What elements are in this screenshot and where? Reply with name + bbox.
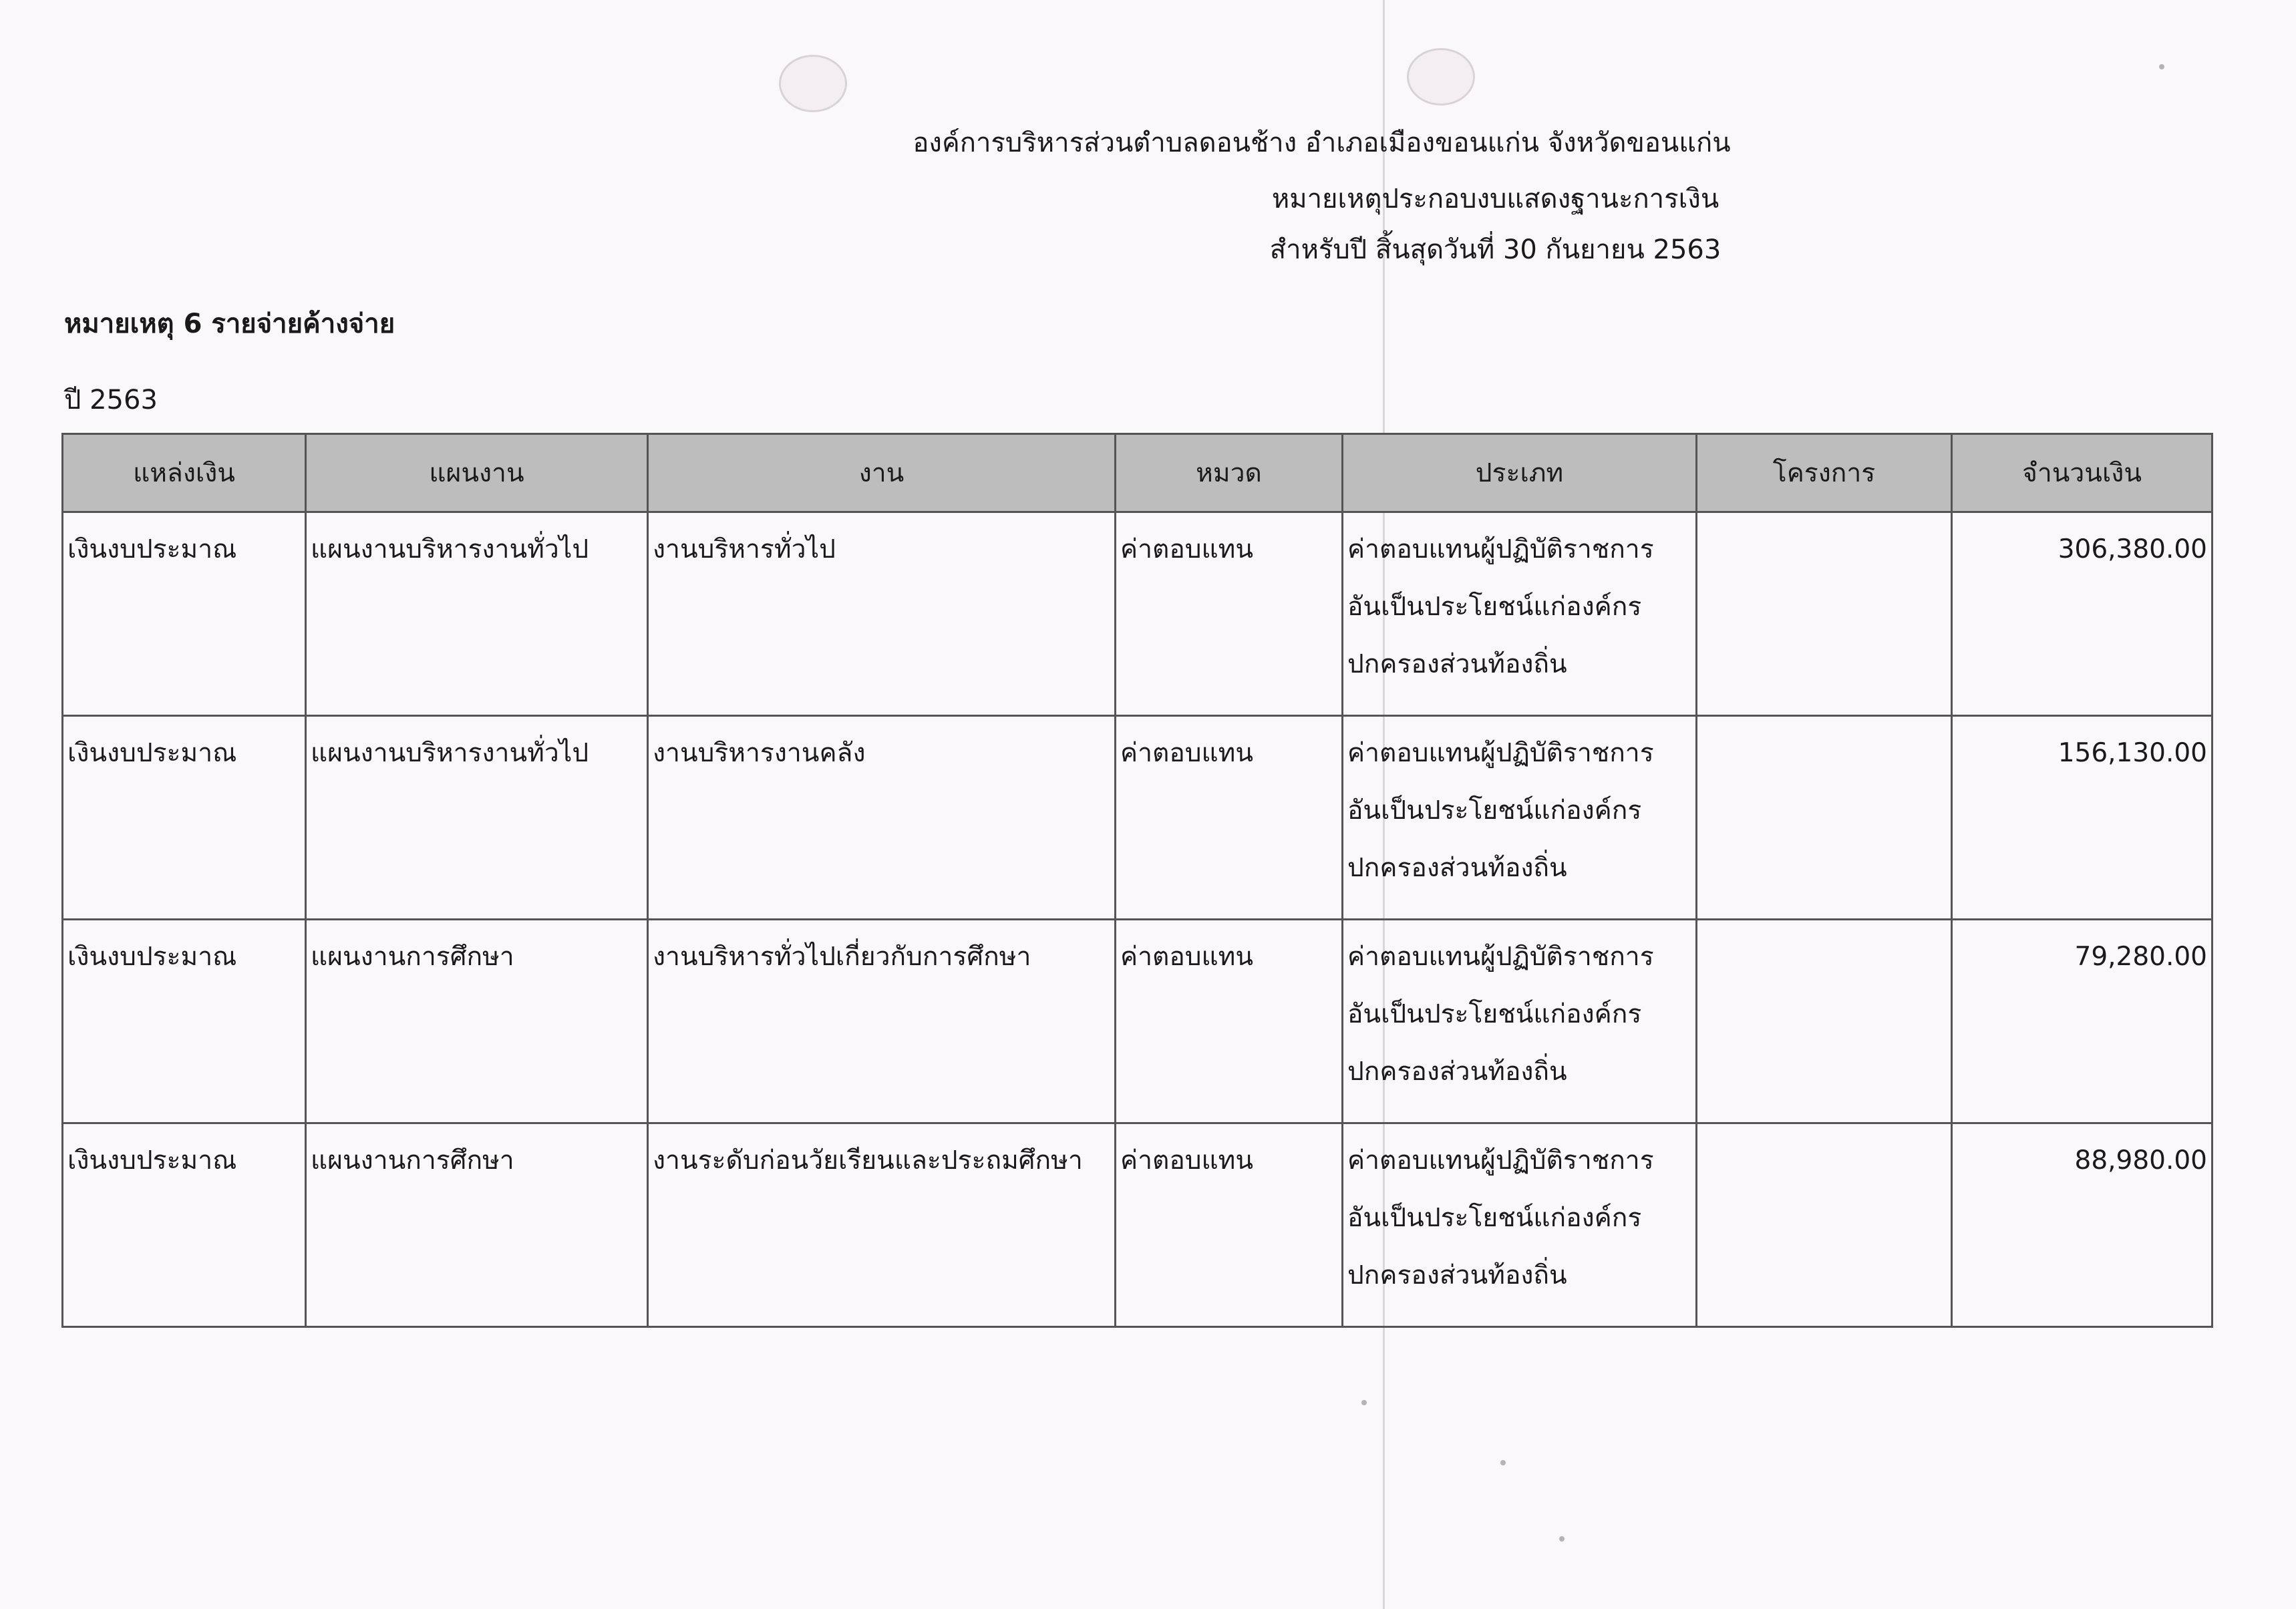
cell-project xyxy=(1697,716,1952,920)
table-row xyxy=(63,512,2212,716)
cell-work: งานบริหารทั่วไปเกี่ยวกับการศึกษา xyxy=(648,920,1116,1123)
column-header-project: โครงการ xyxy=(1697,434,1952,512)
document-period: สำหรับปี สิ้นสุดวันที่ 30 กันยายน 2563 xyxy=(1269,234,1721,265)
type-line: อันเป็นประโยชน์แก่องค์กร xyxy=(1347,999,1642,1029)
cell-source: เงินงบประมาณ xyxy=(63,920,306,1123)
scan-speck xyxy=(1559,1536,1565,1542)
type-line: ค่าตอบแทนผู้ปฏิบัติราชการ xyxy=(1347,534,1654,564)
cell-project xyxy=(1697,920,1952,1123)
cell-source: เงินงบประมาณ xyxy=(63,716,306,920)
cell-plan: แผนงานบริหารงานทั่วไป xyxy=(306,512,648,716)
cell-category: ค่าตอบแทน xyxy=(1116,716,1343,920)
cell-source: เงินงบประมาณ xyxy=(63,1123,306,1327)
type-line: ค่าตอบแทนผู้ปฏิบัติราชการ xyxy=(1347,1145,1654,1176)
cell-work: งานบริหารงานคลัง xyxy=(648,716,1116,920)
cell-plan: แผนงานการศึกษา xyxy=(306,1123,648,1327)
cell-category: ค่าตอบแทน xyxy=(1116,920,1343,1123)
scan-speck xyxy=(1361,1400,1367,1405)
table-row xyxy=(63,1123,2212,1327)
table-header-row xyxy=(63,434,2212,512)
cell-project xyxy=(1697,1123,1952,1327)
type-line: ปกครองส่วนท้องถิ่น xyxy=(1347,1057,1567,1087)
cell-work: งานระดับก่อนวัยเรียนและประถมศึกษา xyxy=(648,1123,1116,1327)
cell-plan: แผนงานการศึกษา xyxy=(306,920,648,1123)
column-header-source: แหล่งเงิน xyxy=(63,434,306,512)
table-row xyxy=(63,920,2212,1123)
cell-type xyxy=(1343,920,1697,1123)
scan-speck xyxy=(2159,64,2164,69)
cell-plan: แผนงานบริหารงานทั่วไป xyxy=(306,716,648,920)
cell-type xyxy=(1343,512,1697,716)
type-line: อันเป็นประโยชน์แก่องค์กร xyxy=(1347,592,1642,622)
column-header-type: ประเภท xyxy=(1343,434,1697,512)
column-header-plan: แผนงาน xyxy=(306,434,648,512)
cell-amount: 156,130.00 xyxy=(1952,716,2212,920)
table-row xyxy=(63,716,2212,920)
organization-title: องค์การบริหารส่วนตำบลดอนช้าง อำเภอเมืองขอนแก่น จังหวัดขอนแก่น xyxy=(913,128,1731,158)
scan-speck xyxy=(1500,1460,1506,1465)
column-header-work: งาน xyxy=(648,434,1116,512)
type-line: ปกครองส่วนท้องถิ่น xyxy=(1347,649,1567,679)
type-line: ค่าตอบแทนผู้ปฏิบัติราชการ xyxy=(1347,942,1654,972)
cell-amount: 88,980.00 xyxy=(1952,1123,2212,1327)
cell-source: เงินงบประมาณ xyxy=(63,512,306,716)
note-title: หมายเหตุ 6 รายจ่ายค้างจ่าย xyxy=(64,309,395,339)
punch-hole-right xyxy=(1407,48,1475,106)
cell-type xyxy=(1343,1123,1697,1327)
accrued-expenses-table xyxy=(61,433,2213,1328)
cell-amount: 306,380.00 xyxy=(1952,512,2212,716)
cell-work: งานบริหารทั่วไป xyxy=(648,512,1116,716)
column-header-amount: จำนวนเงิน xyxy=(1952,434,2212,512)
type-line: ปกครองส่วนท้องถิ่น xyxy=(1347,853,1567,883)
cell-type xyxy=(1343,716,1697,920)
document-title: หมายเหตุประกอบงบแสดงฐานะการเงิน xyxy=(1271,184,1719,214)
type-line: ค่าตอบแทนผู้ปฏิบัติราชการ xyxy=(1347,738,1654,768)
cell-project xyxy=(1697,512,1952,716)
punch-hole-left xyxy=(779,55,847,112)
cell-category: ค่าตอบแทน xyxy=(1116,512,1343,716)
type-line: อันเป็นประโยชน์แก่องค์กร xyxy=(1347,795,1642,826)
cell-amount: 79,280.00 xyxy=(1952,920,2212,1123)
column-header-category: หมวด xyxy=(1116,434,1343,512)
year-label: ปี 2563 xyxy=(64,385,158,415)
cell-category: ค่าตอบแทน xyxy=(1116,1123,1343,1327)
type-line: อันเป็นประโยชน์แก่องค์กร xyxy=(1347,1203,1642,1233)
type-line: ปกครองส่วนท้องถิ่น xyxy=(1347,1260,1567,1290)
